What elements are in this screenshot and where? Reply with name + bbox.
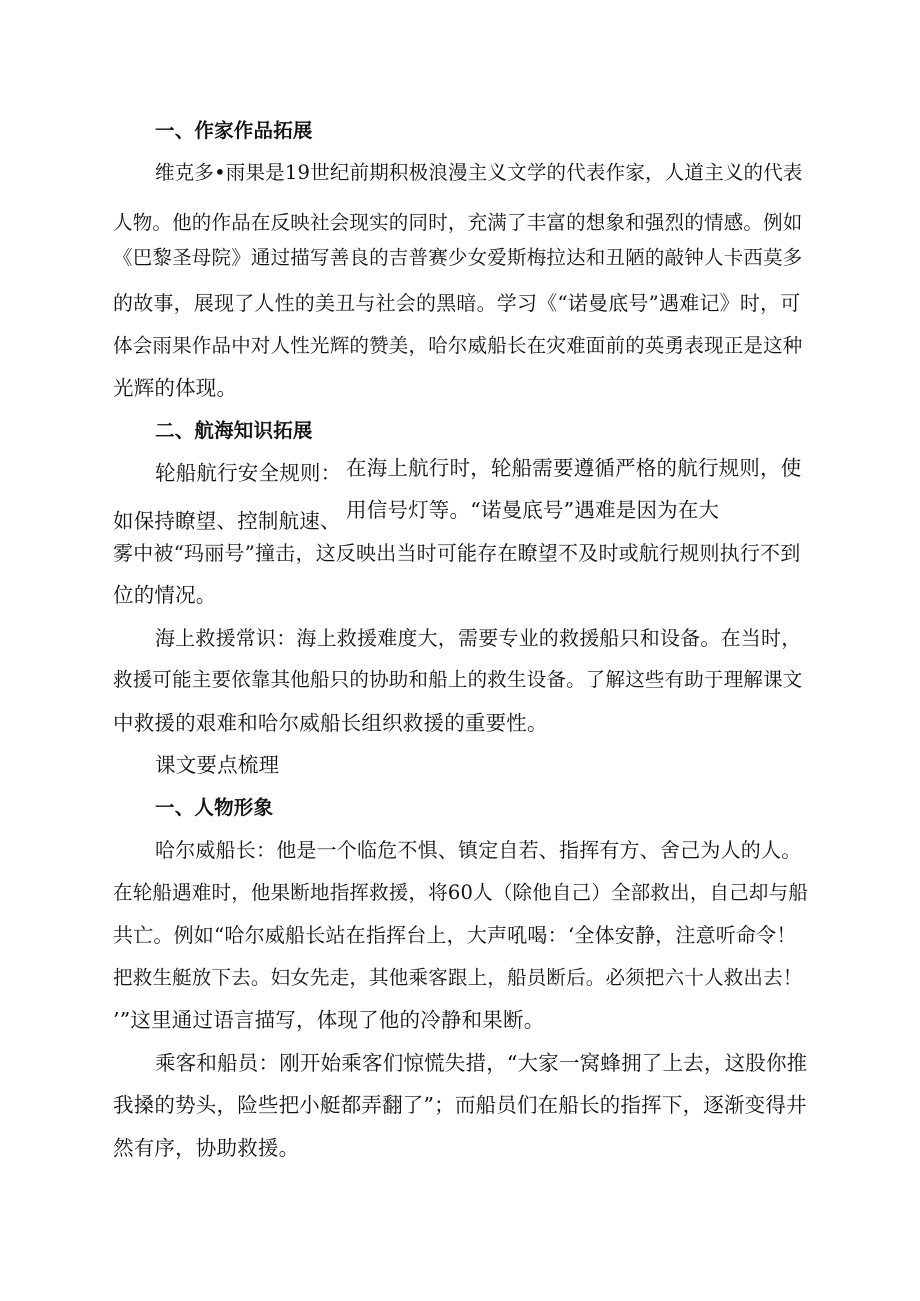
section-heading-navigation: 二、航海知识拓展 [155, 419, 313, 442]
paragraph-line: 救援可能主要依靠其他船只的协助和船上的救生设备。了解这些有助于理解课文 [113, 668, 803, 691]
section-heading-author: 一、作家作品拓展 [155, 119, 313, 142]
paragraph-line: 人物。他的作品在反映社会现实的同时，充满了丰富的想象和强烈的情感。例如 [113, 211, 803, 234]
paragraph-line: 光辉的体现。 [113, 376, 238, 400]
paragraph-line: 用信号灯等。“诺曼底号”遇难是因为在大 [346, 498, 720, 522]
paragraph-line: 在海上航行时，轮船需要遵循严格的航行规则，使 [346, 456, 802, 480]
paragraph-line: 如保持瞭望、控制航速、 [113, 509, 341, 533]
paragraph-line: 在轮船遇难时，他果断地指挥救援，将60人（除他自己）全部救出，自己却与船 [113, 881, 809, 904]
paragraph-line: 的故事，展现了人性的美丑与社会的黑暗。学习《“诺曼底号”遇难记》时，可 [113, 291, 801, 315]
section-heading-characters: 一、人物形象 [155, 796, 274, 819]
paragraph-line: 雾中被“玛丽号”撞击，这反映出当时可能存在瞭望不及时或航行规则执行不到 [113, 541, 801, 565]
paragraph-line: 我搡的势头，险些把小艇都弄翻了”；而船员们在船长的指挥下，逐渐变得井 [113, 1093, 807, 1117]
paragraph-line: 海上救援常识：海上救援难度大，需要专业的救援船只和设备。在当时， [155, 626, 802, 650]
paragraph-line: 位的情况。 [113, 583, 217, 607]
paragraph-line: 体会雨果作品中对人性光辉的赞美，哈尔威船长在灾难面前的英勇表现正是这种 [113, 334, 803, 357]
rule-label: 轮船航行安全规则： [155, 461, 342, 485]
paragraph-line: ’”这里通过语言描写，体现了他的冷静和果断。 [113, 1008, 545, 1032]
outline-title: 课文要点梳理 [155, 753, 280, 777]
paragraph-line: 然有序，协助救援。 [113, 1136, 300, 1160]
paragraph-line: 共亡。例如“哈尔威船长站在指挥台上，大声吼喝：‘全体安静，注意听命令！ [113, 923, 797, 947]
paragraph-line: 乘客和船员：刚开始乘客们惊慌失措，“大家一窝蜂拥了上去，这股你推 [155, 1051, 808, 1075]
paragraph-line: 把救生艇放下去。妇女先走，其他乘客跟上，船员断后。必须把六十人救出去！ [113, 966, 803, 989]
paragraph-line: 维克多•雨果是19世纪前期积极浪漫主义文学的代表作家，人道主义的代表 [155, 161, 803, 184]
paragraph-line: 中救援的艰难和哈尔威船长组织救援的重要性。 [113, 711, 548, 735]
paragraph-line: 哈尔威船长：他是一个临危不惧、镇定自若、指挥有方、舍己为人的人。 [155, 838, 802, 862]
paragraph-line: 《巴黎圣母院》通过描写善良的吉普赛少女爱斯梅拉达和丑陋的敲钟人卡西莫多 [113, 246, 803, 269]
